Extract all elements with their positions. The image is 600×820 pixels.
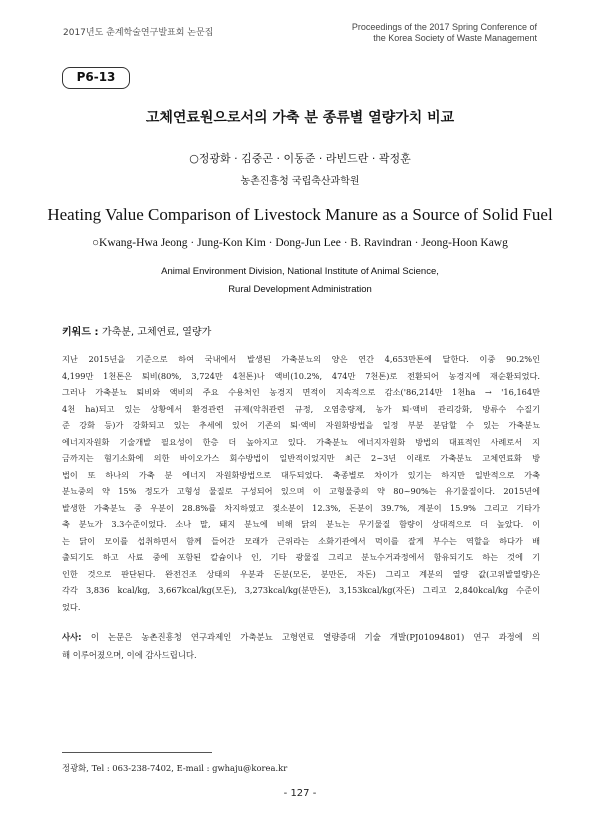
footnote-divider <box>62 752 212 753</box>
running-header-left: 2017년도 춘계학술연구발표회 논문집 <box>63 28 214 38</box>
english-affiliation <box>0 263 600 299</box>
abstract-line: 금까지는 혐기소화에 의한 바이오가스 회수방법이 일반적이었지만 최근 2~3년 이래로 가축분뇨 고체연료화 방 <box>62 453 540 463</box>
abstract-line: 었다. <box>62 601 81 612</box>
paper-id-badge: P6-13 <box>62 67 130 89</box>
english-affiliation-line2: Rural Development Administration <box>228 284 372 295</box>
acknowledgement-line2: 해 이루어졌으며, 이에 감사드립니다. <box>62 650 197 660</box>
abstract-line: 각각 3,836 kcal/kg, 3,667kcal/kg(모돈), 3,273kcal/kg(분만돈), 3,153kcal/kg(자돈) 그리고 2,840kcal/kg 수준이 <box>62 585 540 595</box>
abstract-line: 출되기도 하고 사료 중에 포함된 칼슘이나 인, 기타 광물질 그리고 분뇨수거과정에서 함유되기도 하는 것에 기 <box>62 552 540 562</box>
abstract-line: 4,199만 1천톤은 퇴비(80%, 3,724만 4천톤)나 액비(10.2%, 474만 7천톤)로 전환되어 농경지에 재순환되었다. <box>62 370 540 381</box>
acknowledgement-text1: 이 논문은 농촌진흥청 연구과제인 가축분뇨 고형연료 열량증대 기술 개발(PJ01094801) 연구 과정에 의 <box>90 632 540 642</box>
running-header-right-line2: the Korea Society of Waste Management <box>373 33 537 43</box>
abstract-line: 법이 또 하나의 가축 분 에너지 자원화방법으로 대두되었다. 축종별로 차이가 있기는 하지만 일반적으로 가축 <box>62 469 540 480</box>
abstract-line: 지난 2015년을 기준으로 하여 국내에서 발생된 가축분뇨의 양은 연간 4,653만톤에 달한다. 이중 90.2%인 <box>62 354 540 364</box>
abstract-line: 4천 ha)되고 있는 상황에서 환경관련 규제(악취관련 규정, 오염총량제, 농가 퇴·액비 관리강화, 방류수 수질기 <box>62 403 540 414</box>
keywords-label: 키워드 : <box>62 327 102 338</box>
abstract-line: 준 강화 등)가 강화되고 있는 추세에 있어 기존의 퇴·액비 자원화방법을 일정 부분 분담할 수 있는 가축분뇨 <box>62 420 540 430</box>
acknowledgement <box>62 628 540 664</box>
abstract-line: 분뇨중의 약 15% 정도가 고형성 물질로 구성되어 있으며 이 고형물중의 약 80~90%는 유기물질이다. 2015년에 <box>62 486 540 496</box>
keywords-text: 가축분, 고체연료, 열량가 <box>101 327 212 338</box>
english-title: Heating Value Comparison of Livestock Manure as a Source of Solid Fuel <box>47 205 553 224</box>
abstract-body <box>62 351 540 615</box>
abstract-line: 발생한 가축분뇨 중 우분이 28.8%를 차지하였고 젖소분이 12.3%, 돈분이 39.7%, 계분이 15.9% 그리고 기타가 <box>62 502 540 513</box>
abstract-line: 그러나 가축분뇨 퇴비와 액비의 주요 수용처인 농경지 면적이 지속적으로 감소('86,214만 1천ha → '16,164만 <box>62 387 540 397</box>
acknowledgement-label: 사사: <box>62 632 91 642</box>
korean-title: 고체연료원으로서의 가축 분 종류별 열량가치 비교 <box>145 110 455 126</box>
abstract-line: 축 분뇨가 3.3수준이었다. 소나 말, 돼지 분뇨에 비해 닭의 분뇨는 무기물질 함량이 상대적으로 더 높았다. 이 <box>62 519 540 529</box>
running-header-right <box>352 22 537 44</box>
abstract-line: 인한 것으로 판단된다. 완전건조 상태의 우분과 돈분(모돈, 분만돈, 자돈) 그리고 계분의 열량 값(고위발열량)은 <box>62 568 540 579</box>
english-affiliation-line1: Animal Environment Division, National Institute of Animal Science, <box>161 266 439 277</box>
running-header-right-line1: Proceedings of the 2017 Spring Conference of <box>351 22 537 32</box>
acknowledgement-line1 <box>62 628 540 646</box>
abstract-line: 에너지자원화 기술개발 필요성이 한층 더 높아지고 있다. 가축분뇨 에너지자원화 방법의 대표적인 사례로서 지 <box>62 436 540 447</box>
english-authors: ○Kwang-Hwa Jeong · Jung-Kon Kim · Dong-Jun Lee · B. Ravindran · Jeong-Hoon Kawg <box>92 237 508 249</box>
korean-authors: ○정광화 · 김중곤 · 이동준 · 라빈드란 · 곽정훈 <box>189 152 411 165</box>
corresponding-author-footnote: 정광화, Tel : 063-238-7402, E-mail : gwhaju@korea.kr <box>62 763 288 773</box>
abstract-line: 는 닭이 모이를 섭취하면서 함께 들어간 모래가 근위라는 소화기관에서 먹이를 잘게 부수는 역할을 하다가 배 <box>62 535 540 546</box>
keywords <box>62 323 211 338</box>
page-number: - 127 - <box>283 788 317 799</box>
korean-affiliation: 농촌진흥청 국립축산과학원 <box>240 176 360 187</box>
